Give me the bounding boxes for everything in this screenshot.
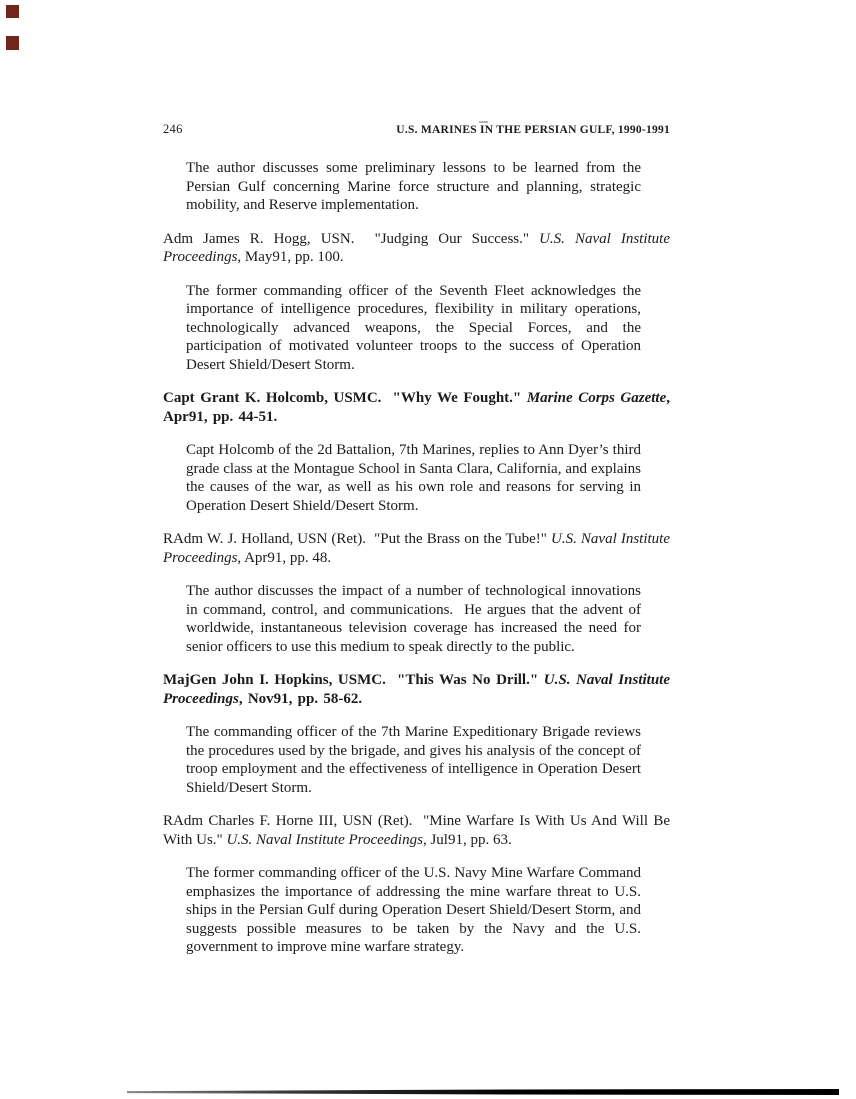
annotation-paragraph: The former commanding officer of the U.S. Navy Mine Warfare Command emphasizes the importance of addressing the mine warfare threat to U.S. ships in the Persian Gulf during Operation Desert Shield/Desert Storm, and suggests possible measures to be taken by the Navy and the U.S. government to improve mine warfare strategy. [186, 865, 641, 955]
entry-journal-title: Marine Corps Gazette [526, 390, 667, 406]
entry-citation-details: , Apr91, pp. 48. [237, 549, 332, 566]
entry-citation-details: , Nov91, pp. 58-62. [238, 690, 363, 707]
entry-author-title: RAdm W. J. Holland, USN (Ret). "Put the Brass on the Tube!" [163, 531, 551, 547]
page-number: 246 [163, 122, 183, 136]
page-bottom-rule [127, 1089, 839, 1095]
running-title: U.S. MARINES IN THE PERSIAN GULF, 1990-1991 [396, 124, 670, 136]
entry-journal-title: U.S. Naval Institute Proceedings [163, 230, 670, 265]
bibliography-entry [163, 530, 670, 567]
annotation-paragraph: The former commanding officer of the Seventh Fleet acknowledges the importance of intelligence procedures, flexibility in military operations, technologically advanced weapons, the Special Forces, and the participation of motivated volunteer troops to the success of Operation Desert Shield/Desert Storm. [186, 282, 641, 373]
bibliography [163, 159, 670, 972]
annotation-paragraph: Capt Holcomb of the 2d Battalion, 7th Marines, replies to Ann Dyer’s third grade class at the Montague School in Santa Clara, California, and explains the causes of the war, as well as his own role and reasons for serving in Operation Desert Shield/Desert Storm. [186, 442, 641, 514]
entry-citation-details: , Jul91, pp. 63. [422, 831, 512, 848]
bibliography-entry [163, 671, 670, 708]
entry-citation-details: , May91, pp. 100. [237, 249, 344, 265]
entry-citation-details: , Apr91, pp. 44-51. [163, 390, 670, 425]
entry-author-title: RAdm Charles F. Horne III, USN (Ret). "Mine Warfare Is With Us And Will Be With Us." [163, 813, 670, 848]
page-header [163, 122, 670, 137]
entry-author-title: Adm James R. Hogg, USN. "Judging Our Success." [163, 230, 540, 247]
entry-journal-title: U.S. Naval Institute Proceedings [163, 531, 670, 566]
annotation-paragraph: The author discusses the impact of a number of technological innovations in command, control, and communications. He argues that the advent of worldwide, instantaneous television coverage has increased the need for senior officers to use this medium to speak directly to the public. [186, 583, 641, 655]
scan-mark-bottom [6, 36, 19, 50]
bibliography-entry [163, 230, 670, 267]
entry-author-title: Capt Grant K. Holcomb, USMC. "Why We Fought." [163, 390, 527, 406]
entry-journal-title: U.S. Naval Institute Proceedings [163, 672, 670, 707]
bibliography-entry [163, 389, 670, 426]
entry-journal-title: U.S. Naval Institute Proceedings [226, 831, 423, 848]
bibliography-entry [163, 812, 670, 849]
annotation-paragraph: The author discusses some preliminary lessons to be learned from the Persian Gulf concerning Marine force structure and planning, strategic mobility, and Reserve implementation. [186, 160, 641, 213]
entry-author-title: MajGen John I. Hopkins, USMC. "This Was No Drill." [163, 672, 544, 688]
scan-mark-top [6, 5, 19, 18]
annotation-paragraph: The commanding officer of the 7th Marine Expeditionary Brigade reviews the procedures used by the brigade, and gives his analysis of the concept of troop employment and the effectiveness of intelligence in Operation Desert Shield/Desert Storm. [186, 724, 641, 796]
